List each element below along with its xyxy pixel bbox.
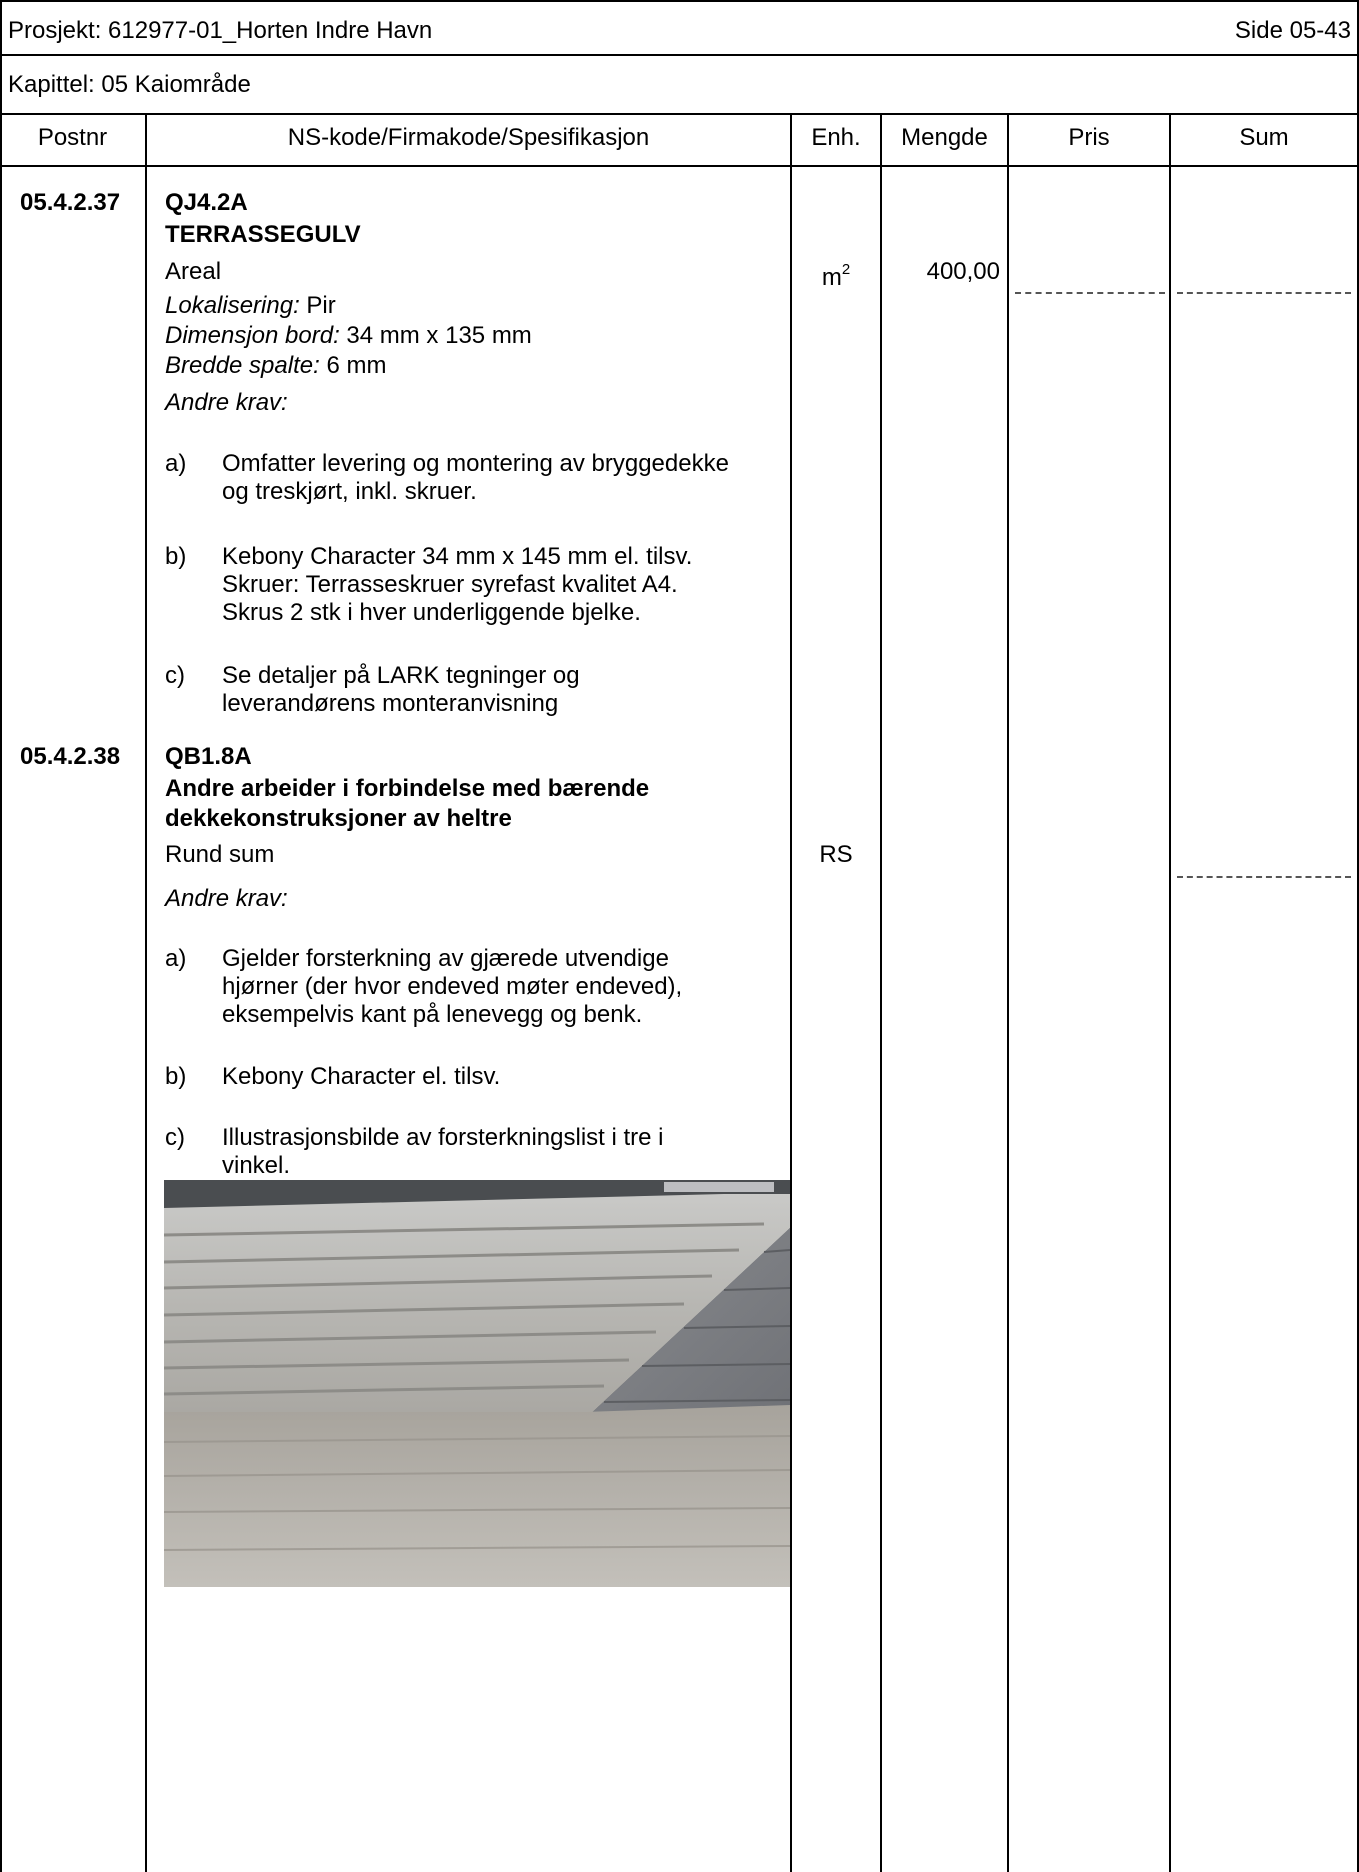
col-sep-price [1169, 113, 1171, 1872]
item2-req-b-letter: b) [165, 1063, 187, 1090]
item1-req-c-line1: Se detaljer på LARK tegninger og [222, 662, 580, 689]
item1-req-c-letter: c) [165, 662, 185, 689]
illustration-photo [164, 1180, 790, 1587]
item2-postnr: 05.4.2.38 [20, 743, 121, 770]
frame-top [0, 0, 1359, 2]
chapter-title: Kapittel: 05 Kaiområde [8, 71, 251, 98]
col-header-spec: NS-kode/Firmakode/Spesifikasjon [287, 124, 650, 151]
item1-req-c-line2: leverandørens monteranvisning [222, 690, 559, 717]
col-header-sum: Sum [1239, 124, 1289, 151]
item1-postnr: 05.4.2.37 [20, 189, 121, 216]
item2-req-c-line2: vinkel. [222, 1152, 291, 1179]
item1-title: TERRASSEGULV [165, 221, 361, 248]
item2-code: QB1.8A [165, 743, 252, 770]
col-header-qty: Mengde [901, 124, 988, 151]
item1-qty: 400,00 [926, 258, 1000, 285]
item1-dimension-value: 34 mm x 135 mm [339, 322, 532, 349]
item2-req-a-letter: a) [165, 945, 187, 972]
item2-title-line2: dekkekonstruksjoner av heltre [165, 805, 512, 832]
item2-measure: Rund sum [165, 841, 275, 868]
item2-sum-line [1177, 876, 1351, 878]
item1-req-b-letter: b) [165, 543, 187, 570]
item1-req-b-line1: Kebony Character 34 mm x 145 mm el. tilsv. [222, 543, 693, 570]
frame-left [0, 0, 2, 1872]
col-sep-spec [790, 113, 792, 1872]
item1-gap-label: Bredde spalte: [165, 352, 320, 379]
item1-code: QJ4.2A [165, 189, 248, 216]
item1-location [165, 292, 336, 320]
col-sep-unit [880, 113, 882, 1872]
item1-gap [165, 352, 386, 380]
col-header-postnr: Postnr [37, 124, 108, 151]
col-sep-postnr [145, 113, 147, 1872]
item2-title-line1: Andre arbeider i forbindelse med bærende [165, 775, 650, 802]
item2-req-b-line1: Kebony Character el. tilsv. [222, 1063, 501, 1090]
item1-unit-exp: 2 [841, 261, 851, 278]
item2-req-c-letter: c) [165, 1124, 185, 1151]
column-header-divider [0, 165, 1359, 167]
item2-unit: RS [819, 841, 853, 868]
item1-req-a-letter: a) [165, 450, 187, 477]
item1-req-a-line1: Omfatter levering og montering av bryggedekke [222, 450, 729, 477]
item1-unit-base: m [821, 264, 842, 291]
item2-req-a-line2: hjørner (der hvor endeved møter endeved), [222, 973, 683, 1000]
item1-measure: Areal [165, 258, 222, 285]
item1-requirements-label: Andre krav: [165, 389, 288, 416]
header-divider [0, 54, 1359, 56]
col-header-unit: Enh. [811, 124, 861, 151]
item2-req-c-line1: Illustrasjonsbilde av forsterkningslist i tre i [222, 1124, 664, 1151]
project-title: Prosjekt: 612977-01_Horten Indre Havn [8, 17, 433, 44]
photo-floor [164, 1405, 790, 1587]
item1-unit [792, 258, 880, 292]
item1-gap-value: 6 mm [319, 352, 387, 379]
col-sep-qty [1007, 113, 1009, 1872]
item2-req-a-line3: eksempelvis kant på lenevegg og benk. [222, 1001, 643, 1028]
photo-light-patch [664, 1182, 774, 1192]
chapter-divider [0, 113, 1359, 115]
page-number: Side 05-43 [1234, 17, 1351, 44]
item1-req-a-line2: og treskjørt, inkl. skruer. [222, 478, 477, 505]
item2-req-a-line1: Gjelder forsterkning av gjærede utvendige [222, 945, 669, 972]
col-header-price: Pris [1068, 124, 1110, 151]
item1-req-b-line2: Skruer: Terrasseskruer syrefast kvalitet A4. [222, 571, 678, 598]
item2-requirements-label: Andre krav: [165, 885, 288, 912]
item1-price-line [1015, 292, 1165, 294]
item1-location-value: Pir [299, 292, 336, 319]
item1-sum-line [1177, 292, 1351, 294]
item1-dimension [165, 322, 532, 350]
item1-req-b-line3: Skrus 2 stk i hver underliggende bjelke. [222, 599, 641, 626]
item1-dimension-label: Dimensjon bord: [165, 322, 340, 349]
item1-location-label: Lokalisering: [165, 292, 300, 319]
